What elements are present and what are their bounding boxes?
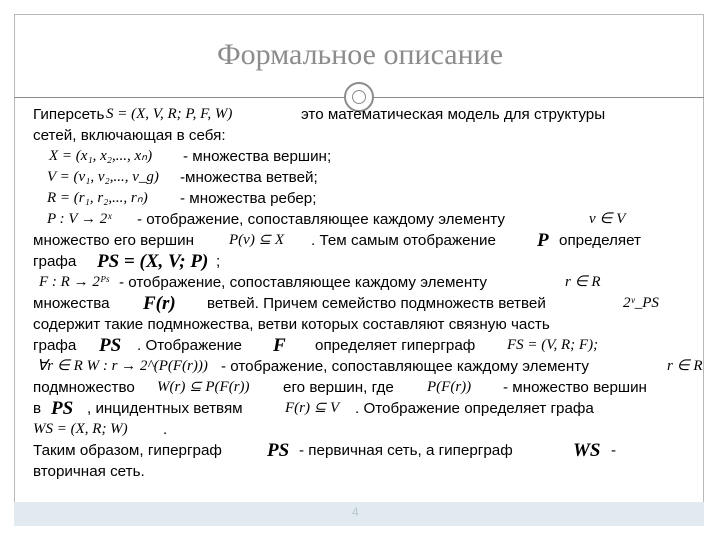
text-segment: - множества ребер; [180,190,317,207]
formula: V = (v₁, v₂,..., v_g) [47,169,159,185]
text-segment: графа [33,253,77,270]
text-segment: ; [216,253,221,270]
slide-title: Формальное описание [216,38,504,71]
formula: P [537,230,549,251]
formula: ∀r ∈ R W : r → 2^(P(F(r))) [37,358,208,374]
text-segment: - отображение, сопоставляющее каждому элементу [119,274,487,291]
formula: F : R → 2ᴾˢ [39,274,109,290]
text-line [33,419,693,440]
formula: r ∈ R [565,274,601,290]
formula: P(v) ⊆ X [229,232,285,248]
text-segment: графа [33,337,77,354]
footer-bar [14,502,704,526]
formula: 2ᵛ_PS [623,295,659,311]
text-segment: , инцидентных ветвям [87,400,243,417]
text-segment: сетей, включающая в себя: [33,127,226,144]
formula: F(r) ⊆ V [285,400,340,416]
text-segment: - отображение, сопоставляющее каждому элементу [221,358,589,375]
text-segment: Таким образом, гиперграф [33,442,222,459]
text-line [33,356,703,377]
text-line [33,272,693,293]
text-segment: ветвей. Причем семейство подмножеств ветвей [207,295,546,312]
text-segment: . Отображение определяет графа [355,400,594,417]
formula: PS [267,440,290,461]
formula: S = (X, V, R; P, F, W) [106,106,233,122]
formula: X = (x₁, x₂,..., xₙ) [49,148,153,164]
text-line [33,104,693,125]
text-segment: - первичная сеть, а гиперграф [299,442,513,459]
text-line [33,167,693,188]
formula: F(r) [143,293,176,314]
text-line [33,398,693,419]
formula: P(F(r)) [427,379,472,395]
text-line [33,335,693,356]
text-segment: определяет гиперграф [315,337,476,354]
text-line [33,461,693,482]
formula: WS = (X, R; W) [33,421,128,437]
text-segment: Гиперсеть [33,106,105,123]
text-segment: вторичная сеть. [33,463,145,480]
page-number: 4 [352,505,359,519]
text-segment: его вершин, где [283,379,394,396]
text-segment: - [611,442,617,459]
text-line [33,251,693,272]
text-line [33,230,693,251]
text-line [33,377,693,398]
formula: P : V → 2ˣ [47,211,112,227]
formula: v ∈ V [589,211,626,227]
text-segment: содержит такие подмножества, ветви которых составляют связную часть [33,316,550,333]
text-line [33,146,693,167]
formula: WS [573,440,601,461]
formula: r ∈ R [667,358,703,374]
text-segment: . Тем самым отображение [311,232,496,249]
text-segment: . Отображение [137,337,242,354]
slide-body [33,104,703,482]
text-segment: подмножество [33,379,135,396]
text-segment: - множество вершин [503,379,647,396]
text-line [33,314,693,335]
formula: PS = (X, V; P) [97,251,209,272]
text-segment: множество его вершин [33,232,194,249]
text-line [33,209,693,230]
text-line [33,440,693,461]
text-line [33,293,693,314]
text-segment: определяет [559,232,642,249]
text-segment: -множества ветвей; [180,169,318,186]
text-segment: это математическая модель для структуры [301,106,606,123]
text-segment: - множества вершин; [183,148,332,165]
text-line [33,188,693,209]
formula: W(r) ⊆ P(F(r)) [157,379,250,395]
formula: PS [99,335,122,356]
text-segment: - отображение, сопоставляющее каждому элементу [137,211,505,228]
text-line [33,125,693,146]
formula: R = (r₁, r₂,..., rₙ) [47,190,148,206]
text-segment: множества [33,295,110,312]
text-segment: в [33,400,42,417]
formula: PS [51,398,74,419]
formula: F [273,335,286,356]
formula: FS = (V, R; F); [507,337,599,353]
text-segment: . [163,421,168,438]
